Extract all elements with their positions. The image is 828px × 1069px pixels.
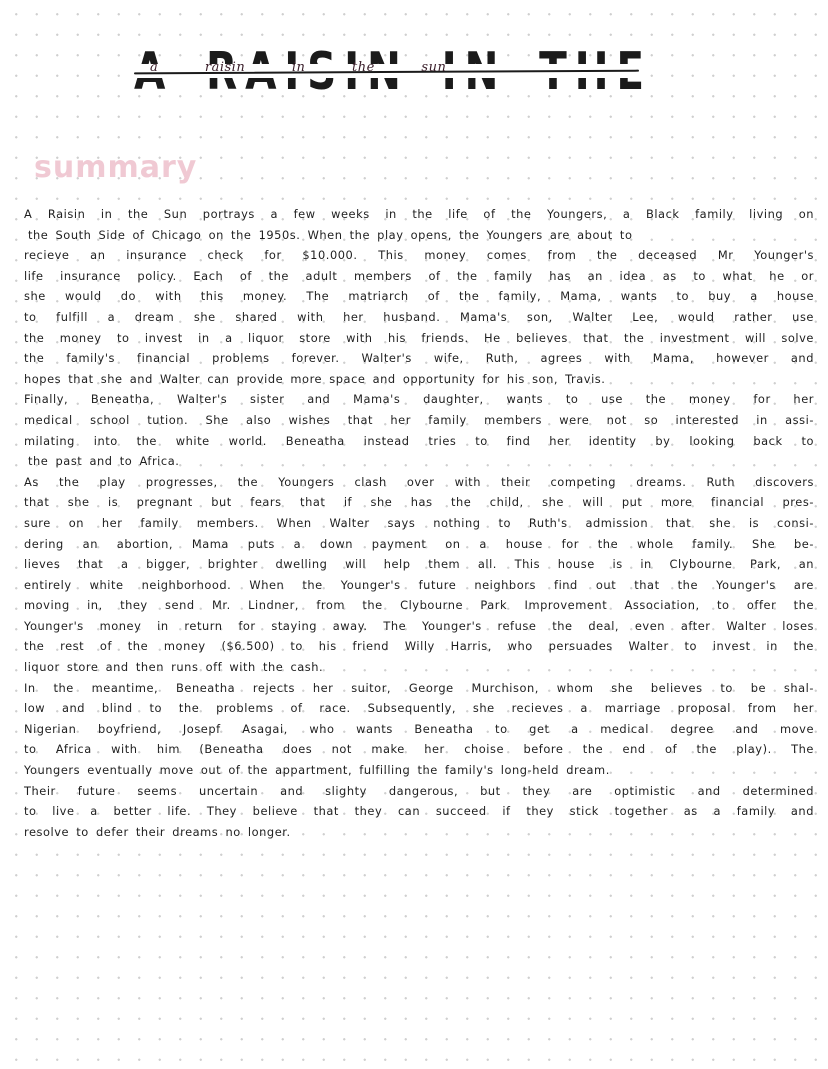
title-block <box>128 40 648 100</box>
summary-line: A Raisin in the Sun portrays a few weeks in the life of the Youngers, a Black family living on <box>24 207 814 221</box>
summary-line: the family's financial problems forever. Walter's wife, Ruth, agrees with Mama, however and <box>24 351 814 366</box>
summary-line: In the meantime, Beneatha rejects her suitor, George Murchison, whom she believes to be shal- <box>24 680 814 695</box>
summary-line: milating into the white world. Beneatha instead tries to find her identity by looking back to <box>24 433 814 448</box>
summary-line: to live a better life. They believe that they can succeed if they stick together as a family and <box>24 804 814 819</box>
summary-line: dering an abortion, Mama puts a down payment on a house for the whole family. She be- <box>24 536 814 551</box>
summary-line: medical school tution. She also wishes that her family members were not so interested in assi- <box>24 412 814 427</box>
summary-line: sure on her family members. When Walter says nothing to Ruth's admission that she is consi- <box>24 515 814 530</box>
summary-line: moving in, they send Mr. Lindner, from the Clybourne Park Improvement Association, to offer the <box>24 598 814 613</box>
summary-line: Nigerian boyfriend, Josepf Asagai, who wants Beneatha to get a medical degree and move <box>24 721 814 736</box>
summary-line: low and blind to the problems of race. Subsequently, she recieves a marriage proposal from her <box>24 701 814 716</box>
summary-line: that she is pregnant but fears that if she has the child, she will put more financial pres- <box>24 495 814 510</box>
summary-line: Their future seems uncertain and slighty dangerous, but they are optimistic and determined <box>24 783 814 798</box>
title-script-text: a raisin in the sun <box>150 60 447 75</box>
summary-line: the South Side of Chicago on the 1950s. When the play opens, the Youngers are about to <box>28 227 633 242</box>
summary-line: As the play progresses, the Youngers clash over with their competing dreams. Ruth discovers <box>24 474 814 489</box>
summary-line: liquor store and then runs off with the cash. <box>24 660 324 675</box>
summary-line: Youngers eventually move out of the appartment, fulfilling the family's long-held dream. <box>24 763 610 778</box>
summary-heading: summary <box>34 150 198 185</box>
summary-line: Younger's money in return for staying away. The Younger's refuse the deal, even after Walter loses <box>24 618 814 633</box>
summary-line: to Africa with him (Beneatha does not make her choise before the end of the play). The <box>24 742 814 757</box>
summary-line: to fulfill a dream she shared with her husband. Mama's son, Walter Lee, would rather use <box>24 309 814 324</box>
summary-line: lieves that a bigger, brighter dwelling will help them all. This house is in Clybourne Park, an <box>24 557 814 572</box>
summary-line: the money to invest in a liquor store with his friends. He believes that the investment will solve <box>24 330 814 345</box>
summary-line: life insurance policy. Each of the adult members of the family has an idea as to what he or <box>24 268 814 283</box>
summary-line: recieve an insurance check for $10.000. This money comes from the deceased Mr Younger's <box>24 248 814 263</box>
summary-line: hopes that she and Walter can provide more space and opportunity for his son, Travis. <box>24 371 606 386</box>
summary-line: entirely white neighborhood. When the Younger's future neighbors find out that the Younger's are <box>24 577 814 592</box>
summary-body <box>24 204 814 842</box>
summary-line: she would do with this money. The matriarch of the family, Mama, wants to buy a house <box>24 289 814 304</box>
summary-line: resolve to defer their dreams no longer. <box>24 824 291 839</box>
summary-line: the past and to Africa. <box>28 454 180 469</box>
summary-line: the rest of the money ($6.500) to his friend Willy Harris, who persuades Walter to invest in the <box>24 639 814 654</box>
summary-line: Finally, Beneatha, Walter's sister and Mama's daughter, wants to use the money for her <box>24 392 814 407</box>
